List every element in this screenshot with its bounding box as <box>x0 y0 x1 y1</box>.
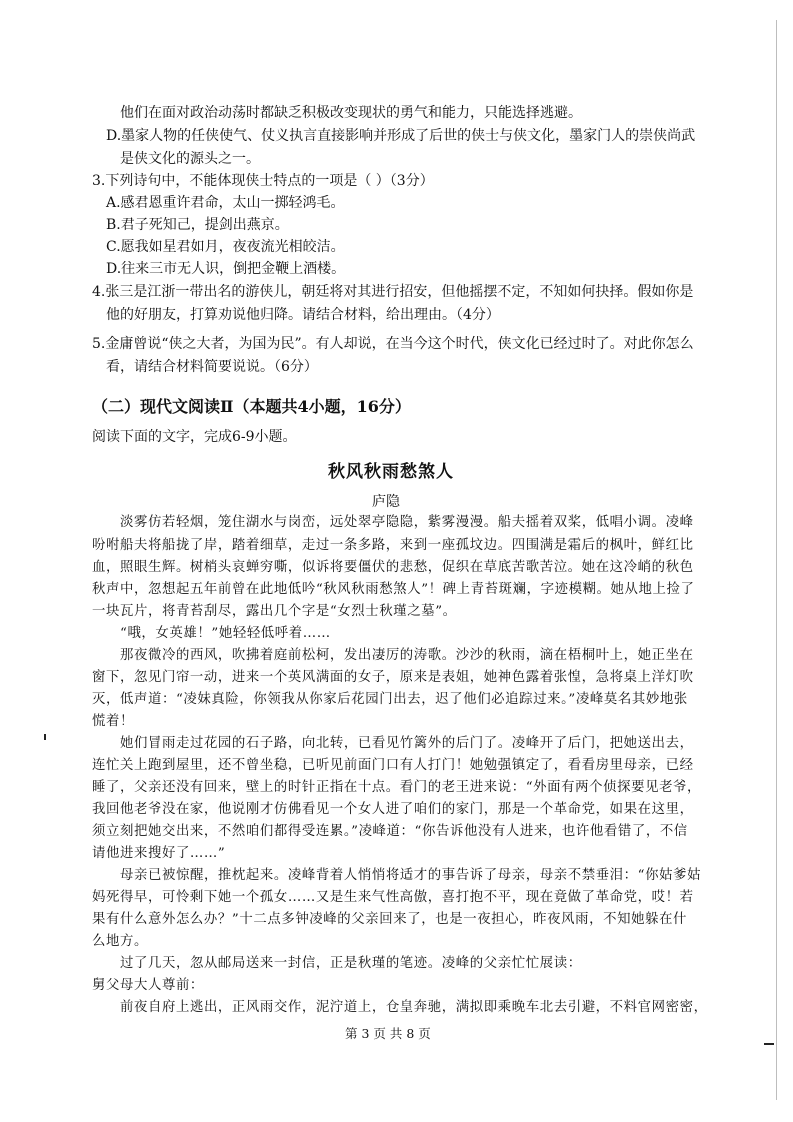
q3-option-d: D.往来三市无人识，倒把金鞭上酒楼。 <box>106 261 346 277</box>
passage-line: 秋声中，忽想起五年前曾在此地低吟“秋风秋雨愁煞人”！碑上青苔斑斓，字迹模糊。她从地上捡了 <box>92 582 695 597</box>
section-title: （二）现代文阅读Ⅱ（本题共4小题，16分） <box>92 397 411 416</box>
passage-line: 母亲已被惊醒，推枕起来。凌峰背着人悄悄将适才的事告诉了母亲，母亲不禁垂泪：“你姑爹姑 <box>120 868 702 883</box>
passage-line: 睡了，父亲还没有回来，壁上的时针正指在十点。看门的老王进来说：“外面有两个侦探要见老爷， <box>92 780 702 795</box>
passage-line: 前夜自府上逃出，正风雨交作，泥泞道上，仓皇奔驰，满拟即乘晚车北去引避，不料官网密密， <box>120 1000 708 1015</box>
passage-line: 窗下，忽见门帘一动，进来一个英风满面的女子，原来是表姐，她神色露着张惶，急将桌上洋灯吹 <box>92 670 694 685</box>
passage-line: 连忙关上跑到屋里，还不曾坐稳，已听见前面门口有人打门！她勉强镇定了，看看房里母亲，已经 <box>92 758 694 773</box>
scan-edge-line <box>776 20 777 1100</box>
passage-line: 舅父母大人尊前： <box>92 978 204 993</box>
q3-option-c: C.愿我如星君如月，夜夜流光相皎洁。 <box>106 239 345 255</box>
q3-option-a: A.感君恩重许君命，太山一掷轻鸿毛。 <box>106 195 345 211</box>
passage-line: 过了几天，忽从邮局送来一封信，正是秋瑾的笔迹。凌峰的父亲忙忙展读： <box>120 956 582 971</box>
q5-line2: 看，请结合材料简要说说。（6分） <box>106 359 318 375</box>
section-instruction: 阅读下面的文字，完成6-9小题。 <box>92 429 297 445</box>
scan-mark <box>44 734 46 740</box>
passage-line: 吩咐船夫将船拢了岸，踏着细草，走过一条多路，来到一座孤坟边。四围满是霜后的枫叶，鲜红比 <box>92 538 694 553</box>
q2-option-c-continuation: 他们在面对政治动荡时都缺乏积极改变现状的勇气和能力，只能选择逃避。 <box>120 105 582 121</box>
page-footer: 第 3 页 共 8 页 <box>345 1026 431 1041</box>
article-author: 庐隐 <box>372 494 400 510</box>
scan-mark <box>764 1043 774 1045</box>
q2-option-d-line1: D.墨家人物的任侠使气、仗义执言直接影响并形成了后世的侠士与侠文化，墨家门人的崇侠尚武 <box>106 128 696 144</box>
passage-line: 须立刻把她交出来，不然咱们都得受连累。”凌峰道：“你告诉他没有人进来，也许他看错了，不信 <box>92 824 688 839</box>
q5-line1: 5.金庸曾说“侠之大者，为国为民”。有人却说，在当今这个时代，侠文化已经过时了。对此你怎么 <box>92 336 694 352</box>
passage-line: 她们冒雨走过花园的石子路，向北转，已看见竹篱外的后门了。凌峰开了后门，把她送出去， <box>120 736 694 751</box>
passage-line: 么地方。 <box>92 934 148 949</box>
q3-stem: 3.下列诗句中，不能体现侠士特点的一项是（ ）（3分） <box>92 173 434 189</box>
passage-line: 灭，低声道：“凌妹真险，你领我从你家后花园门出去，迟了他们必追踪过来。”凌峰莫名其妙地张 <box>92 692 688 707</box>
passage-line: 那夜微冷的西风，吹拂着庭前松柯，发出凄厉的涛歌。沙沙的秋雨，滴在梧桐叶上，她正坐在 <box>120 648 694 663</box>
passage-line: 淡雾仿若轻烟，笼住湖水与岗峦，远处翠亭隐隐，紫雾漫漫。船夫摇着双桨，低唱小调。凌峰 <box>120 515 694 530</box>
passage-line: 血，照眼生辉。树梢头哀蝉穷嘶，似诉将要僵伏的悲愁，促织在草底苦歌苦泣。她在这冷峭的秋色 <box>92 560 694 575</box>
passage-line: 慌着！ <box>92 714 134 729</box>
q4-line1: 4.张三是江浙一带出名的游侠儿，朝廷将对其进行招安，但他摇摆不定，不知如何抉择。假如你是 <box>92 284 694 300</box>
q2-option-d-line2: 是侠文化的源头之一。 <box>120 151 260 167</box>
passage-line: “哦，女英雄！”她轻轻低呼着…… <box>120 626 331 641</box>
q4-line2: 他的好朋友，打算劝说他归降。请结合材料，给出理由。（4分） <box>106 307 500 323</box>
article-title: 秋风秋雨愁煞人 <box>328 462 454 482</box>
passage-line: 我回他老爷没在家，他说刚才仿佛看见一个女人进了咱们的家门，那是一个革命党，如果在这里， <box>92 802 694 817</box>
passage-line: 请他进来搜好了……” <box>92 846 226 861</box>
q3-option-b: B.君子死知己，提剑出燕京。 <box>106 217 289 233</box>
passage-line: 妈死得早，可怜剩下她一个孤女……又是生来气性高傲，喜打抱不平，现在竟做了革命党，哎！若 <box>92 890 694 905</box>
passage-line: 一块瓦片，将青苔刮尽，露出几个字是“女烈士秋瑾之墓”。 <box>92 604 457 619</box>
passage-line: 果有什么意外怎么办？”十二点多钟凌峰的父亲回来了，也是一夜担心，昨夜风雨，不知她躲在什 <box>92 912 688 927</box>
